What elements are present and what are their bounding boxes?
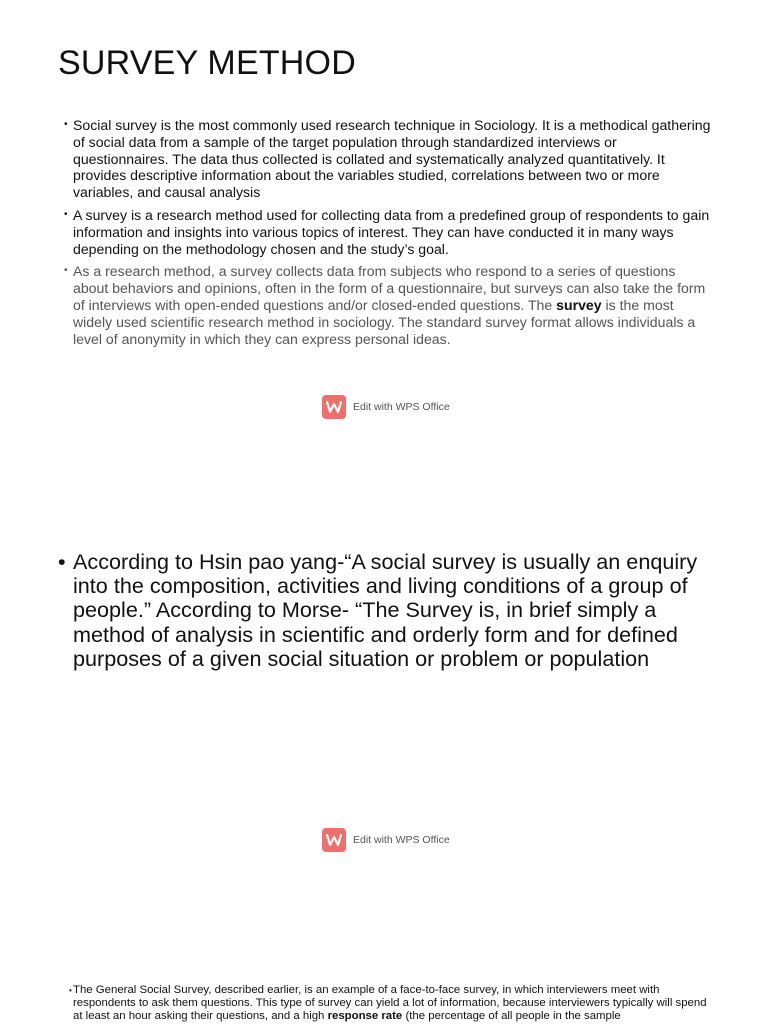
quote-bullet — [58, 550, 708, 671]
bold-term-survey: survey — [556, 296, 602, 313]
bullet-text: Social survey is the most commonly used research technique in Sociology. It is a methodical gathering of social data from a sample of the target population through standardized interviews or questionnaires. The data thus collected is collated and systematically analyzed quantitatively. It provides descriptive information about the variables studied, correlations between two or more variables, and causal analysis — [73, 117, 711, 201]
bold-term-response-rate: response rate — [327, 1010, 403, 1022]
bullet-text-start: As a research method, a survey collects data from subjects who respond to a series of questions about behaviors and opinions, often in the form of a questionnaire, but surveys can also take the form of interviews with open-ended questions and/or closed-ended questions. The — [73, 263, 706, 313]
bullet-dot: • — [58, 549, 66, 574]
wps-office-logo-icon — [322, 395, 346, 419]
wps-edit-badge[interactable] — [322, 395, 462, 419]
wps-edit-label: Edit with WPS Office — [353, 401, 450, 413]
footnote-bullet — [69, 984, 709, 1023]
bullet-dot: • — [64, 265, 68, 277]
bullet-list — [64, 117, 714, 353]
bullet-dot: • — [64, 119, 68, 130]
wps-edit-label: Edit with WPS Office — [353, 834, 450, 846]
wps-edit-badge[interactable] — [322, 828, 462, 852]
bullet-item-small — [69, 984, 709, 1023]
bullet-dot: • — [64, 208, 68, 220]
footnote-text-start: The General Social Survey, described earlier, is an example of a face-to-face survey, in which interviewers meet with respondents to ask them questions. This type of survey can yield a lot of information, because interviewers typically will spend at least an hour asking their questions, and a high — [73, 984, 707, 1022]
footnote-text-end: (the percentage of all people in the sample — [402, 1010, 621, 1022]
bullet-item-large — [58, 550, 708, 671]
wps-office-logo-icon — [322, 828, 346, 852]
bullet-text: A survey is a research method used for collecting data from a predefined group of respondents to gain information and insights into various topics of interest. They can have conducted it in many ways depending on the methodology chosen and the study’s goal. — [73, 206, 710, 257]
bullet-item-2 — [64, 207, 714, 257]
bullet-text-end: is the most widely used scientific research method in sociology. The standard survey format allows individuals a level of anonymity in which they can express personal ideas. — [73, 296, 696, 347]
bullet-item-1 — [64, 117, 714, 201]
quote-text: According to Hsin pao yang-“A social survey is usually an enquiry into the composition, activities and living conditions of a group of people.” According to Morse- “The Survey is, in brief simply a method of analysis in scientific and orderly form and for defined purposes of a given social situation or problem or population — [73, 549, 698, 671]
bullet-dot: • — [69, 986, 72, 995]
page-title: SURVEY METHOD — [58, 44, 356, 82]
bullet-item-3 — [64, 263, 714, 347]
